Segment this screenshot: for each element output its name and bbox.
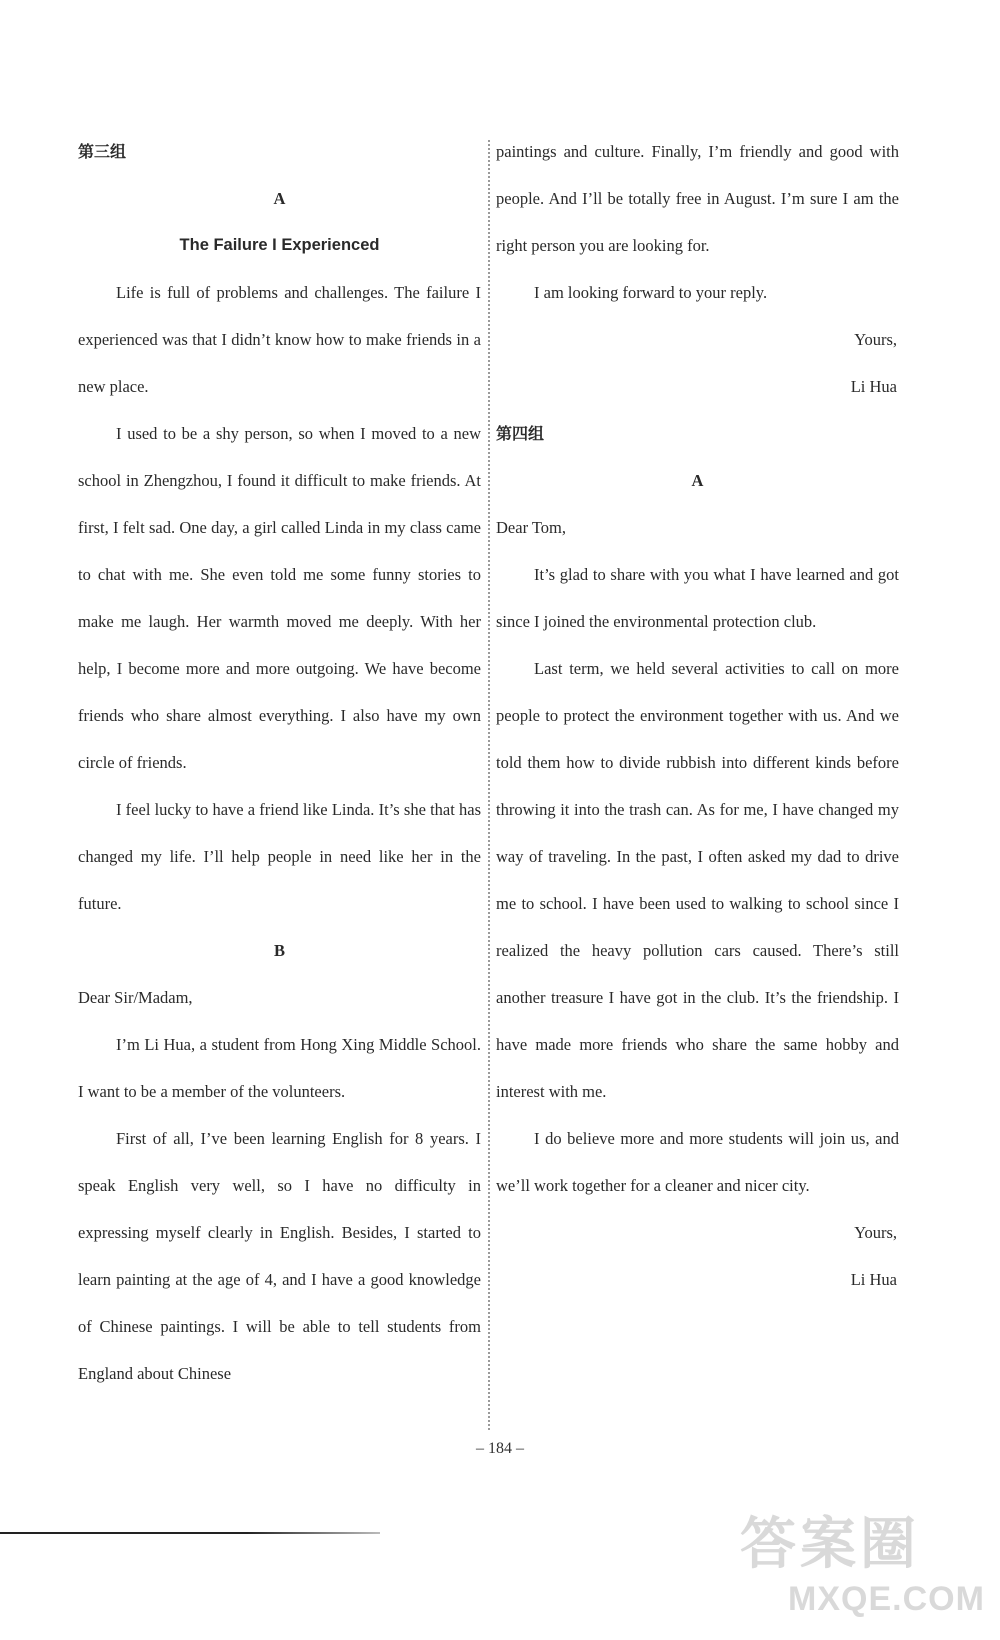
- page-number: – 184 –: [476, 1440, 524, 1457]
- watermark-text-bottom: MXQE.COM: [788, 1580, 985, 1618]
- letter-greeting: Dear Sir/Madam,: [78, 988, 193, 1007]
- letter-signature: Li Hua: [850, 377, 897, 396]
- letter-signoff: Yours,: [854, 1223, 897, 1242]
- essay-paragraph: Life is full of problems and challenges. The failure I experienced was that I didn’t know how to make friends in a new place.: [78, 283, 481, 396]
- letter-paragraph: It’s glad to share with you what I have learned and got since I joined the environmental protection club.: [496, 565, 899, 631]
- column-divider: [488, 140, 490, 1430]
- letter-paragraph: I’m Li Hua, a student from Hong Xing Middle School. I want to be a member of the volunteers.: [78, 1035, 481, 1101]
- letter-signature: Li Hua: [850, 1270, 897, 1289]
- right-column: [496, 128, 899, 1303]
- letter-closing-line: I am looking forward to your reply.: [534, 283, 768, 302]
- letter-paragraph: Last term, we held several activities to call on more people to protect the environment together with us. And we told them how to divide rubbish into different kinds before throwing it into the trash can. As for me, I have changed my way of traveling. In the past, I often asked my dad to drive me to school. I have been used to walking to school since I realized the heavy pollution cars caused. There’s still another treasure I have got in the club. It’s the friendship. I have made more friends who share the same hobby and interest with me.: [496, 659, 899, 1101]
- essay-paragraph: I feel lucky to have a friend like Linda. It’s she that has changed my life. I’ll help people in need like her in the future.: [78, 800, 481, 913]
- letter-paragraph: First of all, I’ve been learning English for 8 years. I speak English very well, so I have no difficulty in expressing myself clearly in English. Besides, I started to learn painting at the age of 4, and I have a good knowledge of Chinese paintings. I will be able to tell students from England about Chinese: [78, 1129, 481, 1383]
- letter-signoff: Yours,: [854, 330, 897, 349]
- letter-paragraph: I do believe more and more students will join us, and we’ll work together for a cleaner and nicer city.: [496, 1129, 899, 1195]
- section-a-label: A: [273, 189, 286, 208]
- section-b-label: B: [273, 941, 285, 960]
- letter-paragraph-continuation: paintings and culture. Finally, I’m friendly and good with people. And I’ll be totally free in August. I’m sure I am the right person you are looking for.: [496, 142, 899, 255]
- bottom-rule: [0, 1532, 380, 1534]
- group-3-heading: 第三组: [78, 142, 127, 161]
- watermark-text-top: 答案圈: [740, 1512, 920, 1577]
- essay-paragraph: I used to be a shy person, so when I moved to a new school in Zhengzhou, I found it difficult to make friends. At first, I felt sad. One day, a girl called Linda in my class came to chat with me. She even told me some funny stories to make me laugh. Her warmth moved me deeply. With her help, I become more and more outgoing. We have become friends who share almost everything. I also have my own circle of friends.: [78, 424, 481, 772]
- left-column: [78, 128, 481, 1397]
- essay-title: The Failure I Experienced: [179, 236, 380, 254]
- group-4-heading: 第四组: [496, 424, 545, 443]
- letter-greeting: Dear Tom,: [496, 518, 567, 537]
- section-a-label: A: [691, 471, 704, 490]
- watermark-logo: [740, 1500, 995, 1630]
